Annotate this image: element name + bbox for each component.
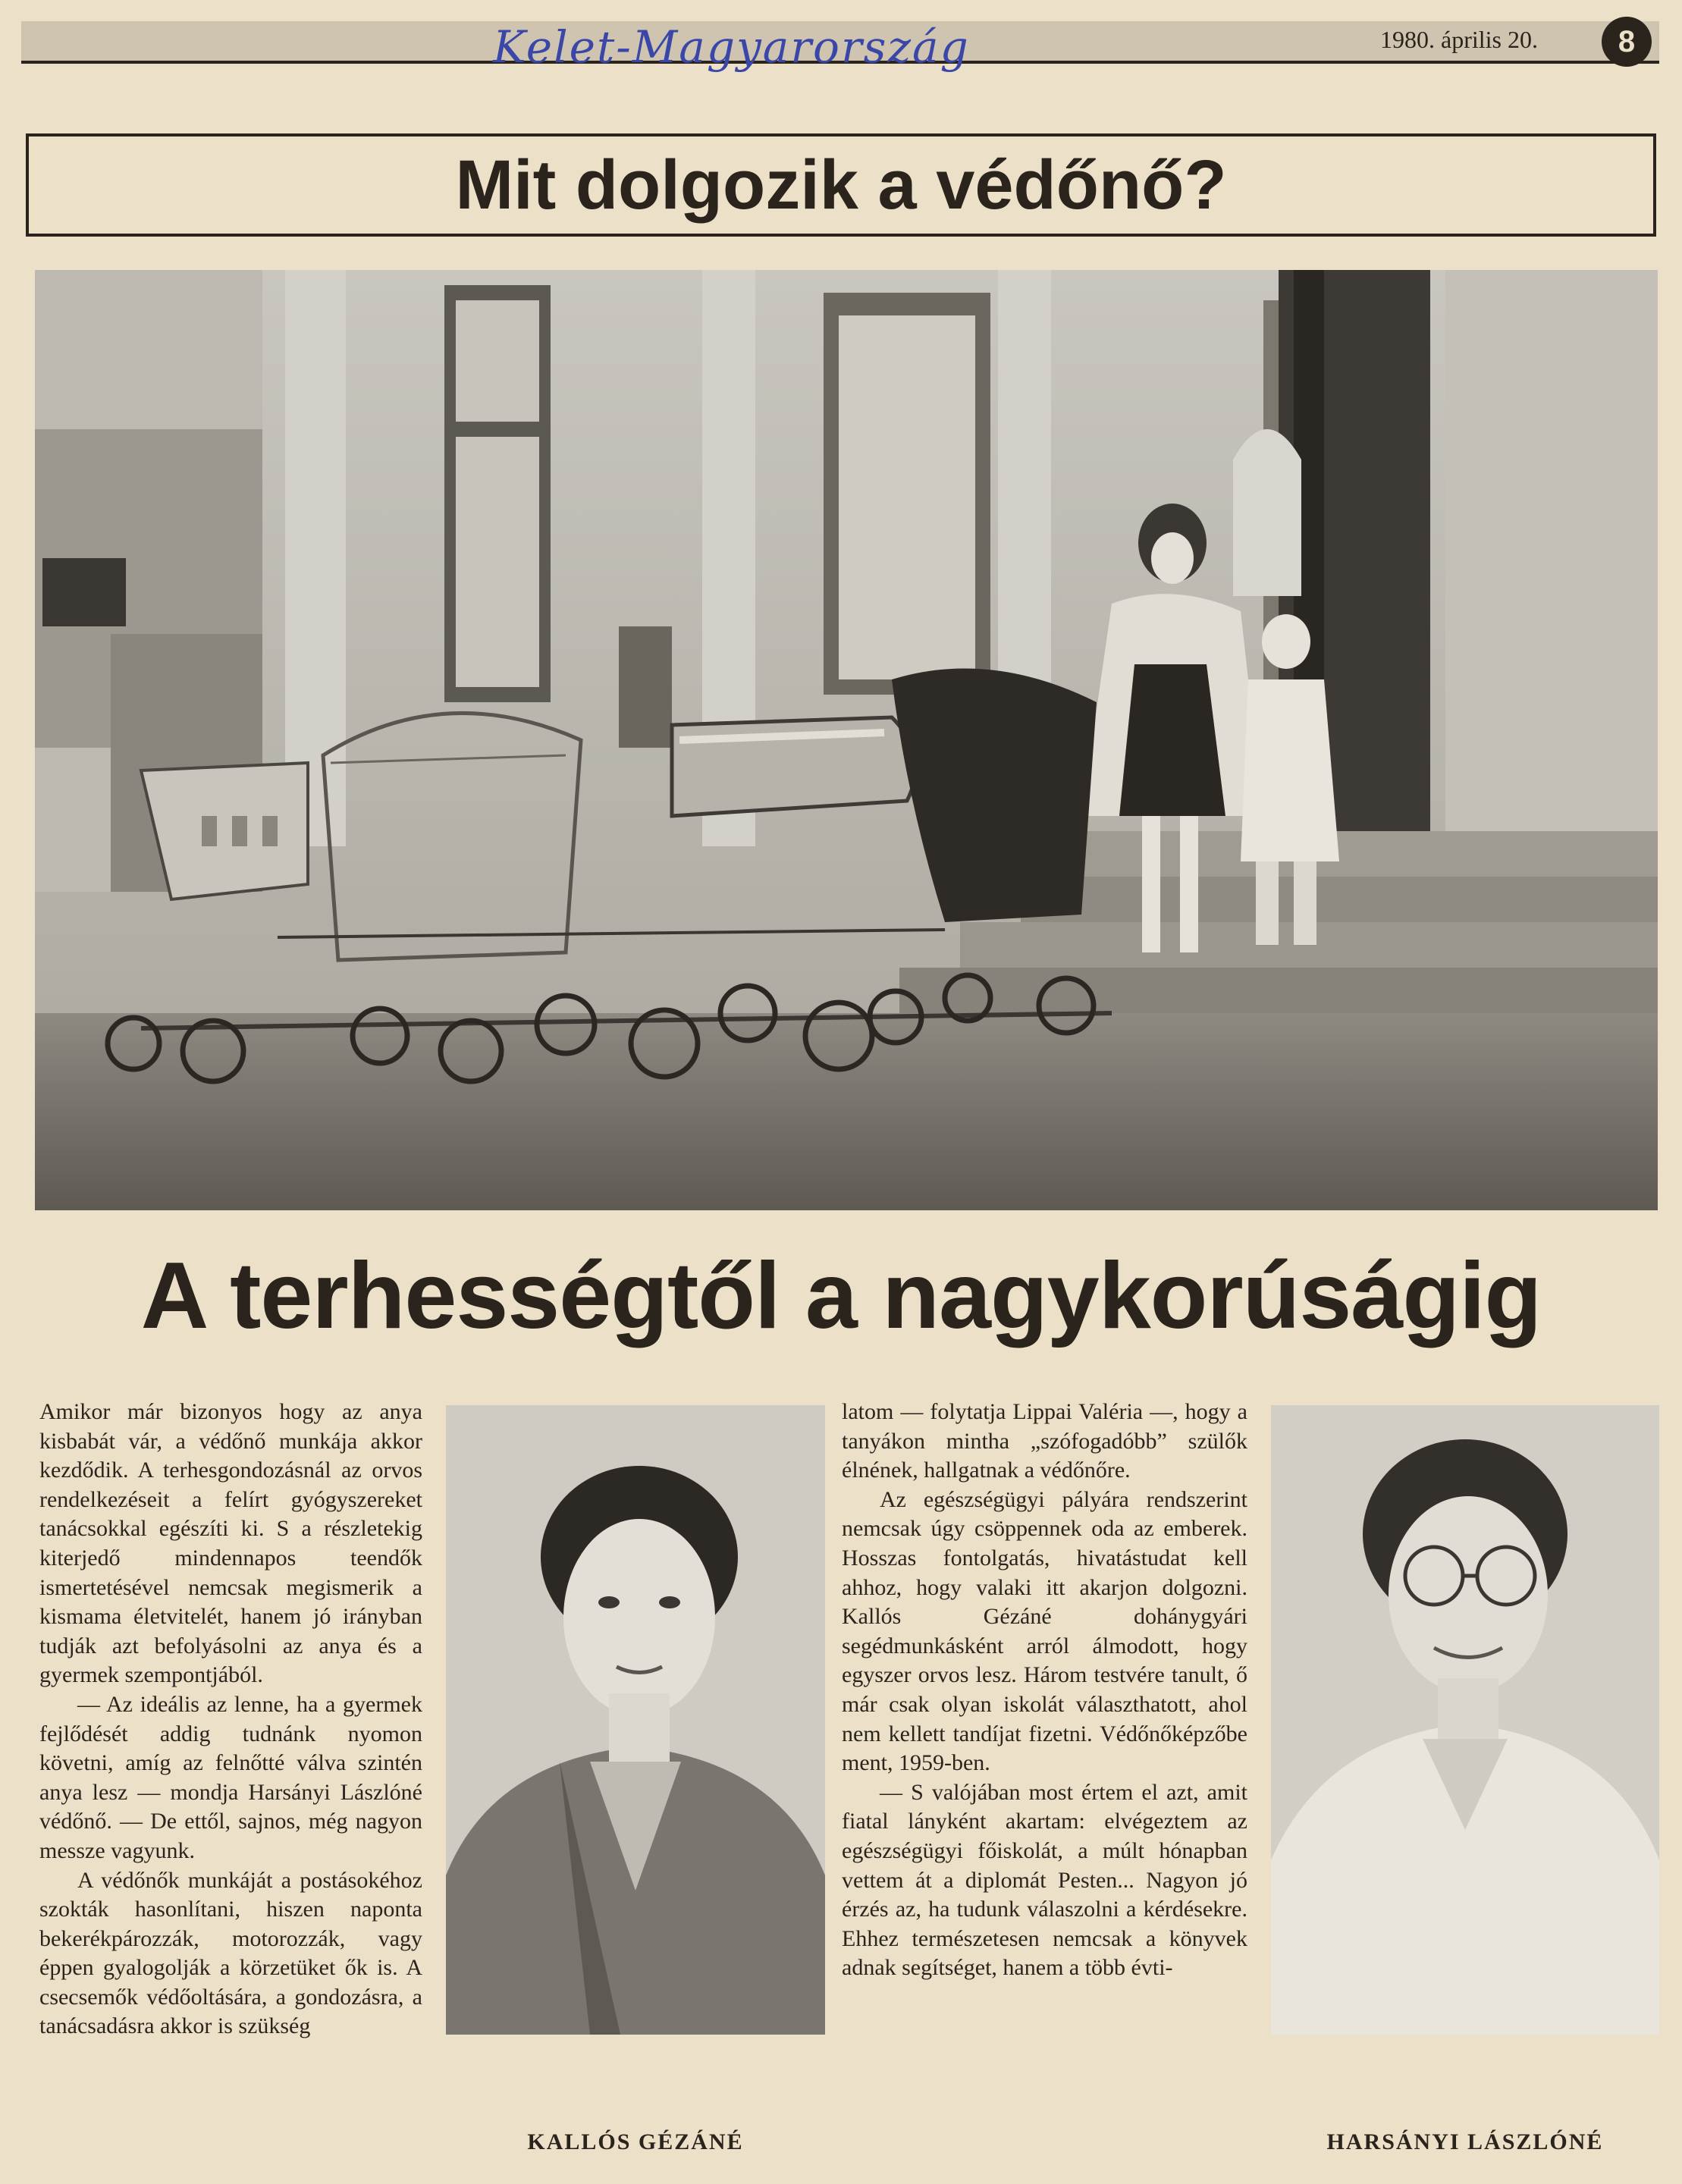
article-title: A terhességtől a nagykorúságig xyxy=(140,1244,1542,1348)
portrait-harsanyi-laszlone xyxy=(1271,1405,1659,2035)
main-photo-strollers xyxy=(35,270,1658,1210)
paragraph: — S valójában most értem el azt, amit fiatal lányként akartam: elvégeztem az egészségügyi főiskolát, a múlt hónapban vettem át a diplomát Pesten... Nagyon jó érzés az, ha tudunk válaszolni a kérdésekre. Ehhez természetesen nemcsak a könyvek adnak segítséget, hanem a több évti- xyxy=(842,1779,1247,1981)
portrait-kallos-gezane xyxy=(446,1405,825,2035)
text-column-left xyxy=(39,1398,422,2041)
paragraph: latom — folytatja Lippai Valéria —, hogy a tanyákon mintha „szófogadóbb” szülők élnének, hallgatnak a védőnőre. xyxy=(842,1399,1247,1483)
text-column-right xyxy=(842,1398,1247,1983)
photo-caption: HARSÁNYI LÁSZLÓNÉ xyxy=(1326,2129,1604,2154)
handwritten-note: Kelet-Magyarország xyxy=(493,21,970,73)
paragraph: A védőnők munkáját a postásokéhoz szokták hasonlítani, hiszen naponta bekerékpározzák, motorozzák, vagy éppen gyalogolják a körzetüket ők is. A csecsemők védőoltására, a gondozásra, a tanácsadásra akkor is szükség xyxy=(39,1867,422,2039)
headline-box xyxy=(26,133,1656,237)
paragraph: Amikor már bizonyos hogy az anya kisbabát vár, a védőnő munkája akkor kezdődik. A terhesgondozásnál az orvos rendelkezéseit a felírt gyógyszereket tanácsokkal egészíti ki. S a részletekig kiterjedő mindennapos teendők ismertetésével nemcsak megismerik a kismama életvitelét, hanem jó irányban tudják azt befolyásolni az anya és a gyermek szempontjából. xyxy=(39,1399,422,1688)
photo-caption: KALLÓS GÉZÁNÉ xyxy=(527,2129,744,2154)
issue-date: 1980. április 20. xyxy=(1380,26,1538,53)
paragraph: — Az ideális az lenne, ha a gyermek fejlődését addig tudnánk nyomon követni, amíg az felnőtté válva szintén anya lesz — mondja Harsányi Lászlóné védőnő. — De ettől, sajnos, még nagyon messze vagyunk. xyxy=(39,1691,422,1863)
paragraph: Az egészségügyi pályára rendszerint nemcsak úgy csöppennek oda az emberek. Hosszas fontolgatás, hivatástudat kell ahhoz, hogy valaki itt akarjon dolgozni. Kallós Gézáné dohánygyári segédmunkásként arról álmodott, hogy egyszer orvos lesz. Három testvére tanult, ő már csak olyan iskolát választhatott, ahol nem kellett tandíjat fizetni. Védőnőképzőbe ment, 1959-ben. xyxy=(842,1486,1247,1776)
page-number: 8 xyxy=(1602,17,1652,67)
headline: Mit dolgozik a védőnő? xyxy=(455,146,1227,224)
